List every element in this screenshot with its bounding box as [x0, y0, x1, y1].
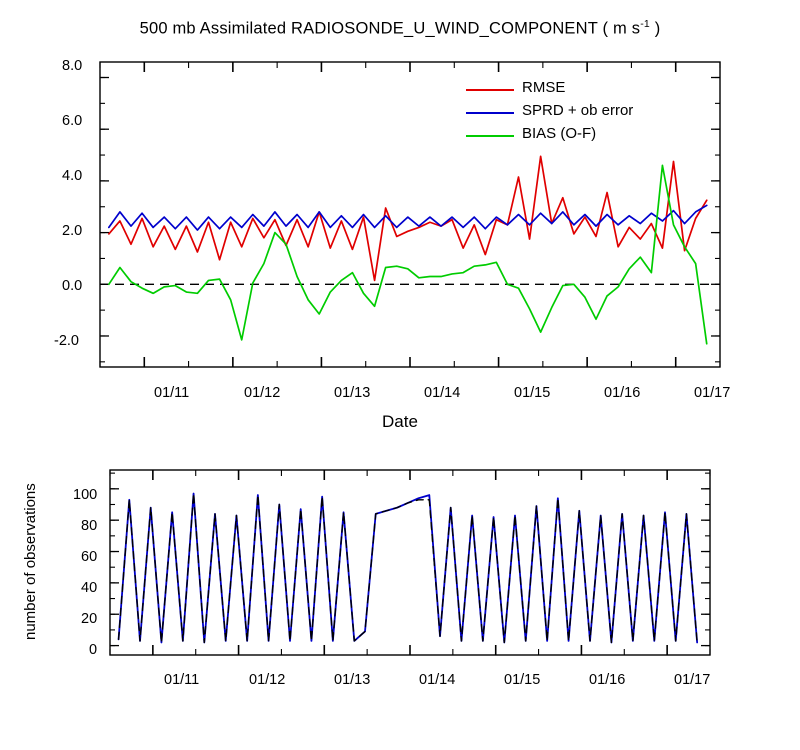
bottom-xtick-label-0112: 01/12 — [249, 672, 286, 688]
top-ytick-label-8: 8.0 — [62, 58, 83, 74]
legend-label-rmse: RMSE — [522, 79, 566, 96]
bottom-xtick-label-0117: 01/17 — [674, 672, 711, 688]
top-panel-series — [109, 156, 707, 343]
top-xtick-label-0111: 01/11 — [154, 385, 190, 401]
bottom-xtick-label-0111: 01/11 — [164, 672, 200, 688]
bottom-panel-series — [119, 494, 698, 643]
top-ytick-label-neg2: -2.0 — [54, 333, 79, 349]
bottom-xtick-label-0116: 01/16 — [589, 672, 626, 688]
bottom-panel-axes — [110, 470, 710, 655]
legend-label-sprd: SPRD + ob error — [522, 102, 634, 119]
top-xtick-label-0112: 01/12 — [244, 385, 281, 401]
legend-label-bias: BIAS (O-F) — [522, 125, 597, 142]
bottom-xtick-label-0113: 01/13 — [334, 672, 371, 688]
bottom-ytick-label-60: 60 — [81, 549, 98, 565]
bottom-ytick-label-0: 0 — [89, 642, 98, 658]
top-panel-x-axis-label: Date — [382, 412, 418, 431]
chart-title-superscript: -1 — [640, 18, 650, 30]
bottom-xtick-label-0115: 01/15 — [504, 672, 541, 688]
bottom-xtick-label-0114: 01/14 — [419, 672, 456, 688]
bottom-ytick-label-20: 20 — [81, 611, 98, 627]
top-ytick-label-4: 4.0 — [62, 168, 83, 184]
bottom-panel-y-axis-label: number of observations — [22, 483, 39, 640]
top-ytick-label-0: 0.0 — [62, 278, 83, 294]
top-xtick-label-0115: 01/15 — [514, 385, 551, 401]
top-xtick-label-0116: 01/16 — [604, 385, 641, 401]
top-xtick-label-0114: 01/14 — [424, 385, 461, 401]
chart-title-main: 500 mb Assimilated RADIOSONDE_U_WIND_COMPONENT ( m s — [139, 19, 641, 38]
top-ytick-label-6: 6.0 — [62, 113, 83, 129]
top-xtick-label-0113: 01/13 — [334, 385, 371, 401]
chart-title-tail: ) — [649, 19, 661, 38]
bottom-ytick-label-80: 80 — [81, 518, 98, 534]
bottom-ytick-label-100: 100 — [73, 487, 98, 503]
bottom-ytick-label-40: 40 — [81, 580, 98, 596]
top-ytick-label-2: 2.0 — [62, 223, 83, 239]
top-xtick-label-0117: 01/17 — [694, 385, 731, 401]
top-panel-axes — [100, 62, 720, 367]
